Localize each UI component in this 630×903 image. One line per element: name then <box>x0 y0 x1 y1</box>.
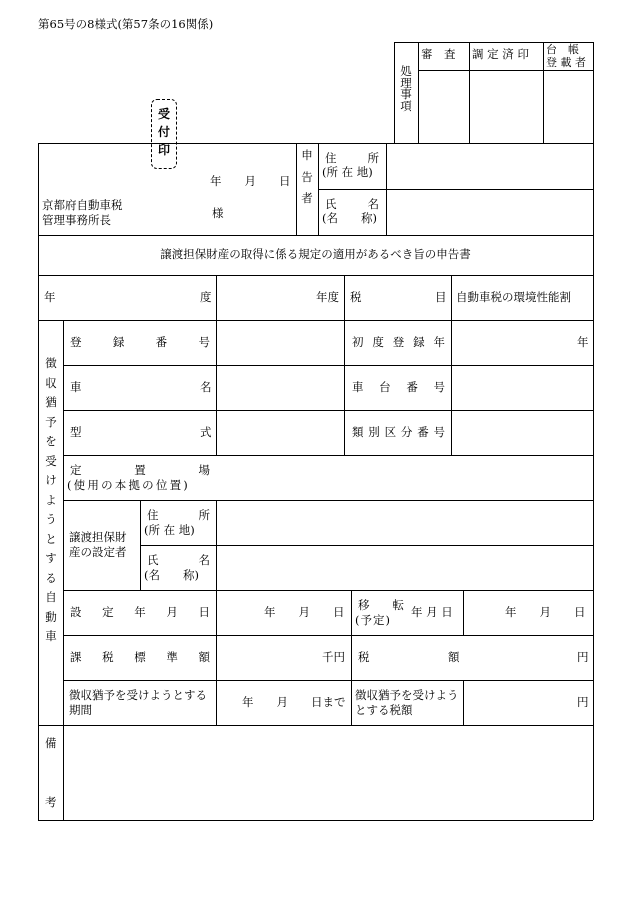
tax-item-label-left: 税 <box>350 290 362 304</box>
review-header: 審 査 <box>421 47 456 61</box>
addressee-office-line2: 管理事務所長 <box>42 213 111 227</box>
declarant-address-sub: (所 在 地) <box>322 165 373 179</box>
receipt-stamp-label: 受 付 印 <box>157 107 170 157</box>
deferral-period-label-line1: 徴収猶予を受けようとする <box>69 688 207 702</box>
car-name-label-right: 名 <box>200 380 212 394</box>
tax-amount-label-left: 税 <box>358 650 370 664</box>
owner-label-line1: 譲渡担保財 <box>69 530 127 544</box>
fiscal-year-label-left: 年 <box>44 290 56 304</box>
owner-address-label: 住 所 <box>147 508 210 522</box>
deferral-period-value: 年 月 日まで <box>242 695 346 709</box>
deferral-amount-unit: 円 <box>577 695 589 709</box>
set-date-label: 設 定 年 月 日 <box>70 605 210 619</box>
owner-label-line2: 産の設定者 <box>69 545 127 559</box>
tax-item-value: 自動車税の環境性能割 <box>456 290 571 304</box>
chassis-number-label: 車 台 番 号 <box>352 380 445 394</box>
deferral-period-label-line2: 期間 <box>69 703 92 717</box>
owner-address-sub: (所 在 地) <box>144 523 195 537</box>
deferral-amount-label-line2: とする税額 <box>355 703 413 717</box>
addressee-office-line1: 京都府自動車税 <box>42 198 123 212</box>
registration-number-label: 登 録 番 号 <box>70 335 210 349</box>
fiscal-year-label-right: 度 <box>200 290 212 304</box>
first-registration-year-suffix: 年 <box>577 335 589 349</box>
tax-base-unit: 千円 <box>322 650 345 664</box>
nendo-label: 年度 <box>316 290 339 304</box>
processing-label: 処 理 事 項 <box>400 64 412 113</box>
section-label-vehicle: 徴 収 猶 予 を 受 け よ う と す る 自 動 車 <box>45 356 57 643</box>
transfer-label-line2: (予定) <box>355 613 391 627</box>
car-name-label-left: 車 <box>70 380 82 394</box>
transfer-date-value: 年 月 日 <box>505 605 586 619</box>
set-date-value: 年 月 日 <box>264 605 345 619</box>
remarks-label-top: 備 <box>45 736 57 750</box>
transfer-label-ymd: 年 月 日 <box>411 605 453 619</box>
remarks-label-bottom: 考 <box>45 795 57 809</box>
tax-amount-unit: 円 <box>577 650 589 664</box>
model-label-right: 式 <box>200 425 212 439</box>
deferral-amount-label-line1: 徴収猶予を受けよう <box>355 688 459 702</box>
storage-location-label: 定 置 場 <box>70 463 210 477</box>
addressee-honorific: 様 <box>212 206 224 220</box>
tax-item-label-right: 目 <box>435 290 447 304</box>
tax-amount-label-right: 額 <box>448 650 460 664</box>
declarant-name-label: 氏 名 <box>325 197 379 211</box>
model-label-left: 型 <box>70 425 82 439</box>
declarant-label: 申 告 者 <box>301 148 313 205</box>
storage-location-sub: (使用の本拠の位置) <box>67 478 190 492</box>
tax-base-label: 課 税 標 準 額 <box>70 650 210 664</box>
class-number-label: 類 別 区 分 番 号 <box>352 425 445 439</box>
declaration-date: 年 月 日 <box>210 174 291 188</box>
assess-stamp-header: 調 定 済 印 <box>472 47 529 61</box>
ledger-header-line2: 登 載 者 <box>546 56 586 69</box>
form-reference: 第65号の8様式(第57条の16関係) <box>38 17 214 31</box>
declarant-address-label: 住 所 <box>325 151 379 165</box>
form-title: 譲渡担保財産の取得に係る規定の適用があるべき旨の申告書 <box>160 247 471 261</box>
ledger-header-line1: 台 帳 <box>546 43 579 56</box>
owner-name-label: 氏 名 <box>147 553 210 567</box>
transfer-label-line1: 移 転 <box>358 598 404 612</box>
declarant-name-sub: (名 称) <box>322 211 377 225</box>
owner-name-sub: (名 称) <box>144 568 199 582</box>
first-registration-label: 初 度 登 録 年 <box>352 335 445 349</box>
